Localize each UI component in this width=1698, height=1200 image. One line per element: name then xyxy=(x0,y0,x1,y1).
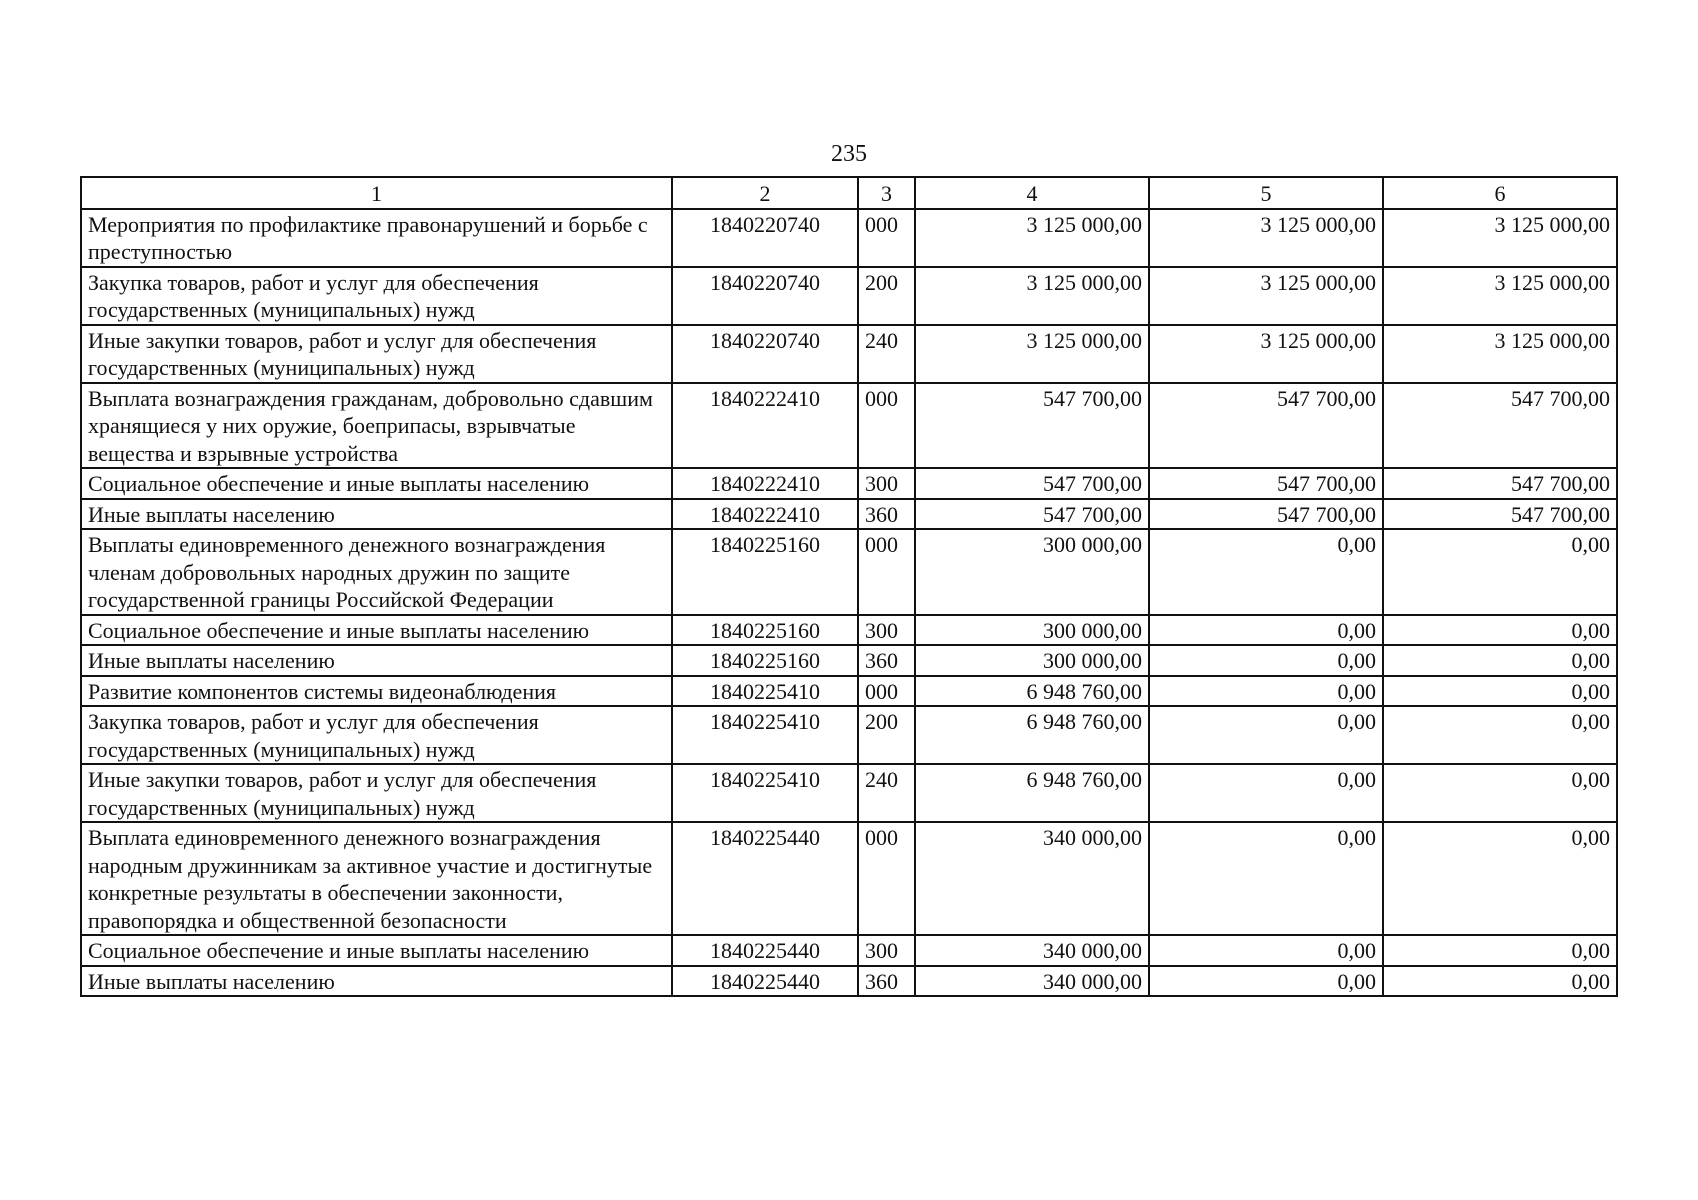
amount-column-4-cell: 340 000,00 xyxy=(915,966,1149,997)
table-row xyxy=(81,615,1617,646)
amount-column-5-cell: 547 700,00 xyxy=(1149,499,1383,530)
table-row xyxy=(81,383,1617,469)
amount-column-6-cell: 0,00 xyxy=(1383,706,1617,764)
target-article-code-cell: 1840225440 xyxy=(672,822,858,935)
amount-column-6-cell: 3 125 000,00 xyxy=(1383,325,1617,383)
page-number: 235 xyxy=(831,141,867,167)
amount-column-6-cell: 0,00 xyxy=(1383,645,1617,676)
expense-name-cell: Иные закупки товаров, работ и услуг для обеспечения государственных (муниципальных) нужд xyxy=(81,325,672,383)
table-row xyxy=(81,209,1617,267)
expense-name-cell: Выплата вознаграждения гражданам, добровольно сдавшим хранящиеся у них оружие, боеприпасы, взрывчатые вещества и взрывные устройства xyxy=(81,383,672,469)
expense-name-cell: Мероприятия по профилактике правонарушений и борьбе с преступностью xyxy=(81,209,672,267)
expense-type-code-cell: 360 xyxy=(858,966,915,997)
expense-type-code-cell: 240 xyxy=(858,325,915,383)
amount-column-6-cell: 547 700,00 xyxy=(1383,499,1617,530)
expense-name-cell: Иные закупки товаров, работ и услуг для обеспечения государственных (муниципальных) нужд xyxy=(81,764,672,822)
amount-column-5-cell: 0,00 xyxy=(1149,529,1383,615)
amount-column-4-cell: 300 000,00 xyxy=(915,529,1149,615)
expense-name-cell: Иные выплаты населению xyxy=(81,966,672,997)
target-article-code-cell: 1840225410 xyxy=(672,764,858,822)
expense-type-code-cell: 240 xyxy=(858,764,915,822)
amount-column-5-cell: 0,00 xyxy=(1149,645,1383,676)
expense-name-cell: Выплата единовременного денежного вознаграждения народным дружинникам за активное участие и достигнутые конкретные результаты в обеспечении законности, правопорядка и общественной безопасности xyxy=(81,822,672,935)
amount-column-6-cell: 547 700,00 xyxy=(1383,468,1617,499)
table-row xyxy=(81,529,1617,615)
expense-type-code-cell: 200 xyxy=(858,706,915,764)
expense-type-code-cell: 000 xyxy=(858,209,915,267)
expense-name-cell: Социальное обеспечение и иные выплаты населению xyxy=(81,935,672,966)
expense-type-code-cell: 300 xyxy=(858,615,915,646)
amount-column-5-cell: 3 125 000,00 xyxy=(1149,325,1383,383)
amount-column-5-cell: 0,00 xyxy=(1149,615,1383,646)
amount-column-6-cell: 0,00 xyxy=(1383,615,1617,646)
target-article-code-cell: 1840225440 xyxy=(672,966,858,997)
amount-column-4-cell: 340 000,00 xyxy=(915,935,1149,966)
table-row xyxy=(81,822,1617,935)
amount-column-4-cell: 3 125 000,00 xyxy=(915,267,1149,325)
expense-name-cell: Иные выплаты населению xyxy=(81,645,672,676)
column-header-1: 1 xyxy=(81,177,672,209)
amount-column-6-cell: 0,00 xyxy=(1383,676,1617,707)
expense-name-cell: Выплаты единовременного денежного вознаграждения членам добровольных народных дружин по защите государственной границы Российской Федерации xyxy=(81,529,672,615)
expense-type-code-cell: 000 xyxy=(858,676,915,707)
target-article-code-cell: 1840222410 xyxy=(672,383,858,469)
table-row xyxy=(81,935,1617,966)
amount-column-4-cell: 300 000,00 xyxy=(915,615,1149,646)
target-article-code-cell: 1840225160 xyxy=(672,615,858,646)
expense-name-cell: Иные выплаты населению xyxy=(81,499,672,530)
amount-column-4-cell: 547 700,00 xyxy=(915,468,1149,499)
amount-column-5-cell: 547 700,00 xyxy=(1149,468,1383,499)
expense-name-cell: Закупка товаров, работ и услуг для обеспечения государственных (муниципальных) нужд xyxy=(81,267,672,325)
amount-column-6-cell: 547 700,00 xyxy=(1383,383,1617,469)
amount-column-5-cell: 0,00 xyxy=(1149,764,1383,822)
amount-column-5-cell: 0,00 xyxy=(1149,706,1383,764)
table-header-row xyxy=(81,177,1617,209)
table-row xyxy=(81,645,1617,676)
expense-type-code-cell: 300 xyxy=(858,468,915,499)
table-row xyxy=(81,267,1617,325)
amount-column-4-cell: 300 000,00 xyxy=(915,645,1149,676)
table-row xyxy=(81,764,1617,822)
target-article-code-cell: 1840225160 xyxy=(672,645,858,676)
table-row xyxy=(81,325,1617,383)
target-article-code-cell: 1840225440 xyxy=(672,935,858,966)
amount-column-5-cell: 3 125 000,00 xyxy=(1149,209,1383,267)
target-article-code-cell: 1840220740 xyxy=(672,325,858,383)
amount-column-6-cell: 0,00 xyxy=(1383,966,1617,997)
expense-type-code-cell: 300 xyxy=(858,935,915,966)
column-header-6: 6 xyxy=(1383,177,1617,209)
table-row xyxy=(81,966,1617,997)
amount-column-6-cell: 0,00 xyxy=(1383,935,1617,966)
amount-column-6-cell: 0,00 xyxy=(1383,529,1617,615)
amount-column-5-cell: 0,00 xyxy=(1149,676,1383,707)
amount-column-4-cell: 6 948 760,00 xyxy=(915,676,1149,707)
table-row xyxy=(81,499,1617,530)
amount-column-5-cell: 0,00 xyxy=(1149,966,1383,997)
amount-column-5-cell: 0,00 xyxy=(1149,822,1383,935)
table-row xyxy=(81,676,1617,707)
amount-column-5-cell: 0,00 xyxy=(1149,935,1383,966)
amount-column-5-cell: 547 700,00 xyxy=(1149,383,1383,469)
expense-name-cell: Развитие компонентов системы видеонаблюдения xyxy=(81,676,672,707)
amount-column-6-cell: 0,00 xyxy=(1383,822,1617,935)
amount-column-4-cell: 547 700,00 xyxy=(915,499,1149,530)
expense-type-code-cell: 000 xyxy=(858,529,915,615)
expense-type-code-cell: 000 xyxy=(858,822,915,935)
expense-type-code-cell: 360 xyxy=(858,499,915,530)
expense-name-cell: Социальное обеспечение и иные выплаты населению xyxy=(81,615,672,646)
target-article-code-cell: 1840220740 xyxy=(672,267,858,325)
target-article-code-cell: 1840222410 xyxy=(672,468,858,499)
target-article-code-cell: 1840225410 xyxy=(672,676,858,707)
expense-type-code-cell: 000 xyxy=(858,383,915,469)
amount-column-6-cell: 0,00 xyxy=(1383,764,1617,822)
budget-table xyxy=(80,176,1618,997)
amount-column-4-cell: 547 700,00 xyxy=(915,383,1149,469)
column-header-3: 3 xyxy=(858,177,915,209)
amount-column-4-cell: 6 948 760,00 xyxy=(915,706,1149,764)
target-article-code-cell: 1840220740 xyxy=(672,209,858,267)
column-header-5: 5 xyxy=(1149,177,1383,209)
expense-type-code-cell: 200 xyxy=(858,267,915,325)
table-body xyxy=(81,209,1617,997)
amount-column-4-cell: 6 948 760,00 xyxy=(915,764,1149,822)
expense-type-code-cell: 360 xyxy=(858,645,915,676)
column-header-2: 2 xyxy=(672,177,858,209)
expense-name-cell: Закупка товаров, работ и услуг для обеспечения государственных (муниципальных) нужд xyxy=(81,706,672,764)
amount-column-6-cell: 3 125 000,00 xyxy=(1383,267,1617,325)
amount-column-4-cell: 3 125 000,00 xyxy=(915,325,1149,383)
amount-column-4-cell: 340 000,00 xyxy=(915,822,1149,935)
expense-name-cell: Социальное обеспечение и иные выплаты населению xyxy=(81,468,672,499)
target-article-code-cell: 1840225160 xyxy=(672,529,858,615)
amount-column-6-cell: 3 125 000,00 xyxy=(1383,209,1617,267)
column-header-4: 4 xyxy=(915,177,1149,209)
target-article-code-cell: 1840222410 xyxy=(672,499,858,530)
table-row xyxy=(81,706,1617,764)
amount-column-5-cell: 3 125 000,00 xyxy=(1149,267,1383,325)
table-row xyxy=(81,468,1617,499)
target-article-code-cell: 1840225410 xyxy=(672,706,858,764)
amount-column-4-cell: 3 125 000,00 xyxy=(915,209,1149,267)
